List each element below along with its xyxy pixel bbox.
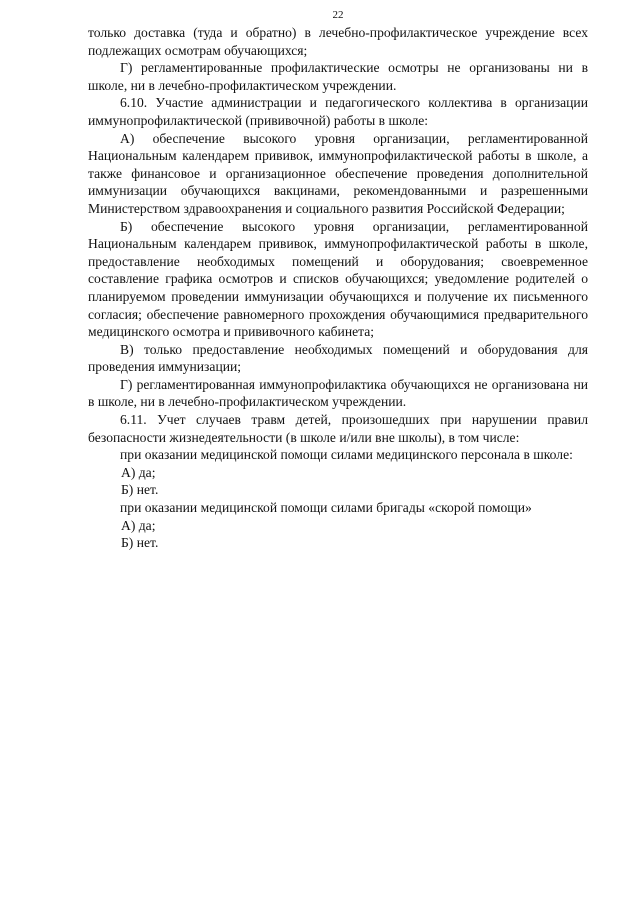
option-v-immunization: В) только предоставление необходимых помещений и оборудования для проведения иммунизации; [88, 341, 588, 375]
option-a-yes-ambulance: А) да; [121, 517, 156, 533]
option-b-no: Б) нет. [121, 482, 159, 498]
option-a-immunization: А) обеспечение высокого уровня организации, регламентированной Национальным календарем прививок, иммунопрофилактической работы в школе, а также финансовое и организационное обеспечение проведения дополнительной иммунизации обучающихся вакцинами, рекомендованными и разрешенными Министерством здравоохранения и социального развития Российской Федерации; [88, 130, 588, 216]
option-g-checkups-not-organized: Г) регламентированные профилактические осмотры не организованы ни в школе, ни в лечебно-профилактическом учреждении. [88, 60, 588, 93]
option-b-no-ambulance: Б) нет. [121, 535, 159, 551]
option-g-immunization: Г) регламентированная иммунопрофилактика обучающихся не организована ни в школе, ни в лечебно-профилактическом учреждении. [88, 376, 588, 410]
option-b-immunization: Б) обеспечение высокого уровня организации, регламентированной Национальным календарем прививок, иммунопрофилактической работы в школе, предоставление необходимых помещений и оборудования; своевременное составление графика осмотров и списков обучающихся; уведомление родителей о планируемом проведении иммунизации обучающихся и получение их письменного согласия; обеспечение равномерного прохождения обучающимися предварительного медицинского осмотра и прививочного кабинета; [88, 218, 588, 340]
subitem-school-medical-staff: при оказании медицинской помощи силами медицинского персонала в школе: [120, 447, 573, 463]
option-a-yes: А) да; [121, 464, 156, 480]
page-number: 22 [332, 9, 344, 21]
section-6-10-heading: 6.10. Участие администрации и педагогического коллектива в организации иммунопрофилактической (прививочной) работы в школе: [88, 95, 588, 128]
document-page [88, 8, 588, 552]
section-6-11-heading: 6.11. Учет случаев травм детей, произошедших при нарушении правил безопасности жизнедеятельности (в школе и/или вне школы), в том числе: [88, 412, 588, 445]
paragraph-delivery-only: только доставка (туда и обратно) в лечебно-профилактическое учреждение всех подлежащих осмотрам обучающихся; [88, 25, 588, 58]
subitem-ambulance: при оказании медицинской помощи силами бригады «скорой помощи» [120, 500, 532, 516]
